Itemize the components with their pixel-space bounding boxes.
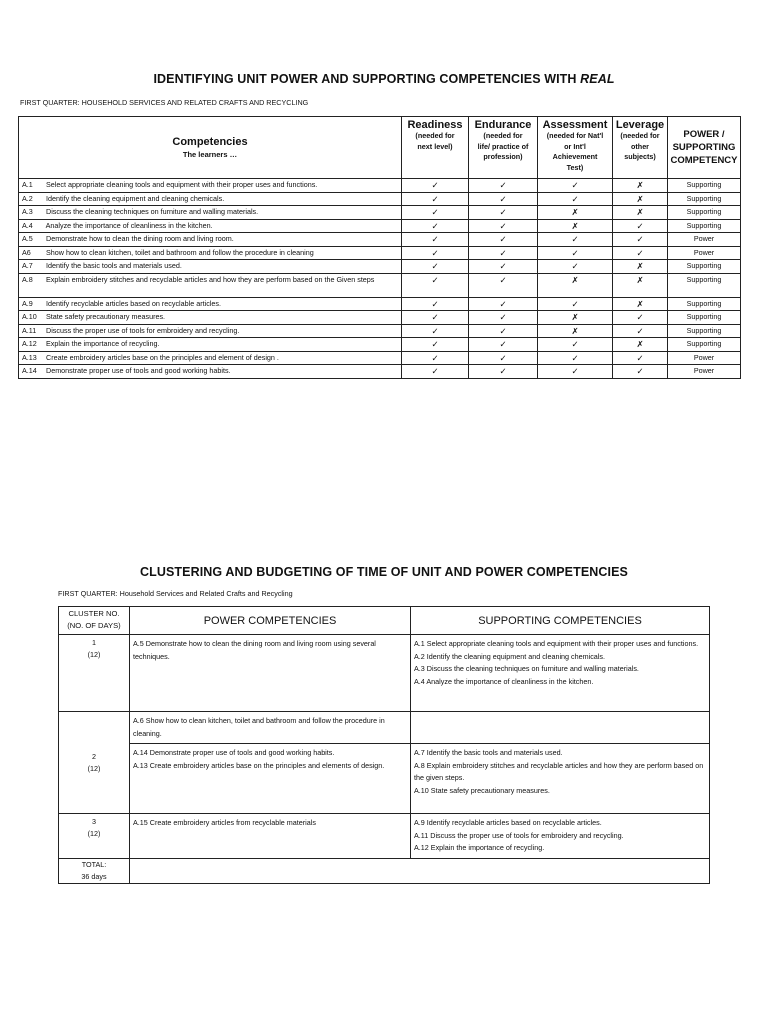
readiness-mark: ✓	[402, 365, 469, 379]
page-title-1: IDENTIFYING UNIT POWER AND SUPPORTING COMPETENCIES WITH REAL	[153, 72, 615, 86]
endurance-mark: ✓	[469, 246, 538, 260]
competencies-table	[18, 116, 741, 379]
assessment-mark: ✓	[538, 246, 613, 260]
table-row	[19, 246, 741, 260]
cluster-2-support: A.7 Identify the basic tools and materials used. A.8 Explain embroidery stitches and recyclable articles and how they are perform based on the given steps. A.10 State safety precautionary measures.	[411, 744, 710, 814]
competency-text: Create embroidery articles base on the principles and element of design .	[46, 352, 279, 362]
competency-code: A.14	[22, 366, 37, 375]
leverage-mark: ✓	[613, 246, 668, 260]
endurance-mark: ✓	[469, 351, 538, 365]
endurance-mark: ✓	[469, 365, 538, 379]
leverage-mark: ✗	[613, 179, 668, 193]
competency-code: A.2	[22, 193, 33, 203]
table-row	[19, 311, 741, 325]
assessment-header: Assessment (needed for Nat'l or Int'l Achievement Test)	[538, 117, 613, 179]
readiness-mark: ✓	[402, 351, 469, 365]
competency-text: Discuss the cleaning techniques on furniture and walling materials.	[46, 207, 259, 216]
table-row	[19, 219, 741, 233]
cluster-header: CLUSTER NO. (NO. OF DAYS)	[59, 607, 130, 635]
competency-cell	[19, 233, 402, 247]
leverage-mark: ✗	[613, 206, 668, 220]
competency-cell	[19, 324, 402, 338]
readiness-mark: ✓	[402, 338, 469, 352]
competency-cell	[19, 311, 402, 325]
competency-code: A.3	[22, 207, 33, 216]
power-supporting-value: Supporting	[668, 206, 741, 220]
competency-text: State safety precautionary measures.	[46, 312, 166, 321]
competency-cell	[19, 351, 402, 365]
leverage-mark: ✗	[613, 260, 668, 274]
readiness-mark: ✓	[402, 233, 469, 247]
table-row	[19, 338, 741, 352]
cluster-1-power: A.5 Demonstrate how to clean the dining room and living room using several techniques.	[130, 635, 411, 712]
table-row	[19, 206, 741, 220]
cluster-1b-power: A.6 Show how to clean kitchen, toilet and bathroom and follow the procedure in cleaning.	[130, 712, 411, 744]
leverage-header: Leverage (needed for other subjects)	[613, 117, 668, 179]
competency-text: Select appropriate cleaning tools and equipment with their proper uses and functions.	[46, 180, 318, 189]
competency-text: Identify the basic tools and materials used.	[46, 261, 182, 270]
competency-text: Explain the importance of recycling.	[46, 339, 160, 348]
leverage-mark: ✗	[613, 297, 668, 311]
competency-cell	[19, 246, 402, 260]
readiness-mark: ✓	[402, 273, 469, 297]
power-supporting-value: Power	[668, 246, 741, 260]
power-supporting-value: Power	[668, 351, 741, 365]
cluster-1-cell: 1 (12)	[59, 635, 130, 712]
endurance-mark: ✓	[469, 273, 538, 297]
endurance-mark: ✓	[469, 219, 538, 233]
assessment-mark: ✓	[538, 260, 613, 274]
competency-code: A.10	[22, 312, 37, 321]
cluster-1b-support	[411, 712, 710, 744]
subtitle-1: FIRST QUARTER: HOUSEHOLD SERVICES AND RELATED CRAFTS AND RECYCLING	[20, 98, 309, 107]
readiness-mark: ✓	[402, 206, 469, 220]
readiness-mark: ✓	[402, 219, 469, 233]
table-row	[19, 192, 741, 206]
cluster-2-power: A.14 Demonstrate proper use of tools and good working habits. A.13 Create embroidery articles base on the principles and elements of design.	[130, 744, 411, 814]
competency-cell	[19, 192, 402, 206]
competency-text: Demonstrate how to clean the dining room and living room.	[46, 234, 234, 243]
total-empty-cell	[130, 858, 710, 883]
endurance-mark: ✓	[469, 192, 538, 206]
assessment-mark: ✓	[538, 297, 613, 311]
competency-text: Discuss the proper use of tools for embroidery and recycling.	[46, 325, 240, 335]
readiness-header: Readiness (needed for next level)	[402, 117, 469, 179]
assessment-mark: ✓	[538, 365, 613, 379]
leverage-mark: ✓	[613, 311, 668, 325]
readiness-mark: ✓	[402, 246, 469, 260]
power-supporting-value: Supporting	[668, 192, 741, 206]
endurance-mark: ✓	[469, 233, 538, 247]
competency-text: Identify recyclable articles based on recyclable articles.	[46, 298, 221, 308]
endurance-mark: ✓	[469, 311, 538, 325]
assessment-mark: ✓	[538, 192, 613, 206]
endurance-mark: ✓	[469, 260, 538, 274]
competency-cell	[19, 179, 402, 193]
competency-cell	[19, 297, 402, 311]
assessment-mark: ✗	[538, 206, 613, 220]
page-title-2: CLUSTERING AND BUDGETING OF TIME OF UNIT AND POWER COMPETENCIES	[139, 565, 628, 579]
power-supporting-value: Power	[668, 365, 741, 379]
competency-code: A.13	[22, 352, 37, 362]
assessment-mark: ✗	[538, 273, 613, 297]
readiness-mark: ✓	[402, 311, 469, 325]
endurance-mark: ✓	[469, 324, 538, 338]
assessment-mark: ✗	[538, 311, 613, 325]
competency-text: Demonstrate proper use of tools and good working habits.	[46, 366, 231, 375]
cluster-3-power: A.15 Create embroidery articles from recyclable materials	[130, 814, 411, 859]
subtitle-2: FIRST QUARTER: Household Services and Related Crafts and Recycling	[58, 589, 293, 598]
endurance-mark: ✓	[469, 338, 538, 352]
assessment-mark: ✓	[538, 233, 613, 247]
competencies-header: Competencies The learners …	[19, 117, 402, 179]
endurance-mark: ✓	[469, 206, 538, 220]
readiness-mark: ✓	[402, 192, 469, 206]
competency-cell	[19, 338, 402, 352]
leverage-mark: ✗	[613, 273, 668, 297]
power-supporting-value: Power	[668, 233, 741, 247]
readiness-mark: ✓	[402, 179, 469, 193]
table-row	[19, 297, 741, 311]
leverage-mark: ✓	[613, 233, 668, 247]
cluster-3-support: A.9 Identify recyclable articles based on recyclable articles. A.11 Discuss the proper use of tools for embroidery and recycling. A.12 Explain the importance of recycling.	[411, 814, 710, 859]
competency-code: A.9	[22, 298, 33, 308]
table-row	[19, 179, 741, 193]
power-competencies-header: POWER COMPETENCIES	[130, 607, 411, 635]
assessment-mark: ✗	[538, 324, 613, 338]
table-row	[19, 273, 741, 297]
assessment-mark: ✓	[538, 179, 613, 193]
power-supporting-value: Supporting	[668, 338, 741, 352]
leverage-mark: ✓	[613, 365, 668, 379]
endurance-mark: ✓	[469, 297, 538, 311]
competency-text: Analyze the importance of cleanliness in the kitchen.	[45, 220, 213, 230]
clustering-table	[58, 606, 710, 884]
table-row	[19, 260, 741, 274]
power-supporting-value: Supporting	[668, 324, 741, 338]
competency-code: A.1	[22, 180, 33, 189]
power-supporting-value: Supporting	[668, 179, 741, 193]
table-row	[19, 365, 741, 379]
competency-code: A.11	[22, 325, 37, 335]
total-cell: TOTAL: 36 days	[59, 858, 130, 883]
endurance-header: Endurance (needed for life/ practice of profession)	[469, 117, 538, 179]
assessment-mark: ✓	[538, 351, 613, 365]
endurance-mark: ✓	[469, 179, 538, 193]
power-supporting-header: POWER / SUPPORTING COMPETENCY	[668, 117, 741, 179]
table-row	[19, 233, 741, 247]
cluster-3-cell: 3 (12)	[59, 814, 130, 859]
assessment-mark: ✗	[538, 219, 613, 233]
power-supporting-value: Supporting	[668, 219, 741, 233]
power-supporting-value: Supporting	[668, 260, 741, 274]
cluster-1-support: A.1 Select appropriate cleaning tools and equipment with their proper uses and functions. A.2 Identify the cleaning equipment and cleaning chemicals. A.3 Discuss the cleaning techniques on furniture and walling materials. A.4 Analyze the importance of cleanliness in the kitchen.	[411, 635, 710, 712]
assessment-mark: ✓	[538, 338, 613, 352]
competency-code: A.8	[22, 274, 33, 284]
readiness-mark: ✓	[402, 260, 469, 274]
competency-code: A.12	[22, 339, 37, 348]
competency-cell	[19, 206, 402, 220]
leverage-mark: ✗	[613, 192, 668, 206]
leverage-mark: ✓	[613, 219, 668, 233]
competency-code: A.4	[22, 220, 33, 230]
competency-code: A6	[22, 247, 31, 257]
power-supporting-value: Supporting	[668, 273, 741, 297]
competency-text: Explain embroidery stitches and recyclable articles and how they are perform based on the Given steps	[46, 274, 375, 284]
competency-cell	[19, 273, 402, 297]
table-row	[19, 324, 741, 338]
competency-cell	[19, 365, 402, 379]
competency-text: Identify the cleaning equipment and cleaning chemicals.	[46, 193, 225, 203]
leverage-mark: ✗	[613, 338, 668, 352]
competency-code: A.7	[22, 261, 33, 270]
leverage-mark: ✓	[613, 351, 668, 365]
leverage-mark: ✓	[613, 324, 668, 338]
cluster-2-cell: 2 (12)	[59, 712, 130, 814]
competency-text: Show how to clean kitchen, toilet and bathroom and follow the procedure in cleaning	[46, 247, 314, 257]
competency-cell	[19, 219, 402, 233]
readiness-mark: ✓	[402, 297, 469, 311]
competency-cell	[19, 260, 402, 274]
supporting-competencies-header: SUPPORTING COMPETENCIES	[411, 607, 710, 635]
power-supporting-value: Supporting	[668, 297, 741, 311]
table-row	[19, 351, 741, 365]
power-supporting-value: Supporting	[668, 311, 741, 325]
competency-code: A.5	[22, 234, 33, 243]
readiness-mark: ✓	[402, 324, 469, 338]
